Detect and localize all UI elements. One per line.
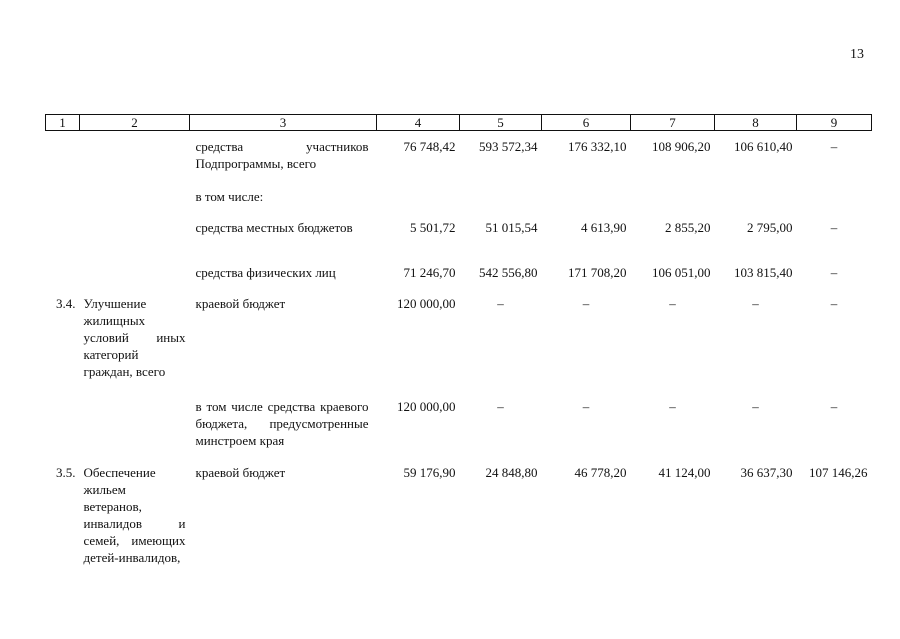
table-row	[46, 257, 872, 288]
value-col-8: 103 815,40	[734, 265, 793, 280]
item-number	[46, 212, 80, 257]
table-row	[46, 181, 872, 212]
value-col-5: 542 556,80	[479, 265, 538, 280]
value-col-4	[377, 181, 460, 212]
value-col-6: 176 332,10	[568, 139, 627, 154]
value-col-8: 2 795,00	[747, 220, 793, 235]
item-number: 3.4.	[56, 296, 76, 311]
value-col-6: 171 708,20	[568, 265, 627, 280]
item-number	[46, 131, 80, 182]
value-col-4: 76 748,42	[403, 139, 456, 154]
value-col-5: 51 015,54	[485, 220, 538, 235]
value-col-7: 41 124,00	[658, 465, 711, 480]
value-col-8: 106 610,40	[734, 139, 793, 154]
value-col-4: 120 000,00	[397, 296, 456, 311]
column-number: 4	[377, 115, 460, 131]
funding-source: средства местных бюджетов	[195, 220, 353, 235]
value-col-9: –	[830, 399, 838, 414]
value-col-7: –	[669, 399, 676, 414]
column-number: 2	[80, 115, 190, 131]
table-row	[46, 131, 872, 182]
funding-source: в том числе:	[195, 189, 264, 204]
value-col-5: 593 572,34	[479, 139, 538, 154]
value-col-4: 59 176,90	[403, 465, 456, 480]
value-col-7	[631, 181, 715, 212]
item-name: Улучшение жилищных условий иных категорий граждан, всего	[83, 296, 186, 379]
value-col-7: 106 051,00	[652, 265, 711, 280]
value-col-6: –	[582, 399, 590, 414]
value-col-9: –	[830, 265, 838, 280]
value-col-9: –	[830, 296, 838, 311]
table-row	[46, 288, 872, 391]
item-name	[80, 131, 190, 182]
item-name	[80, 181, 190, 212]
value-col-8: –	[752, 296, 759, 311]
funding-source: краевой бюджет	[195, 465, 286, 480]
table-row	[46, 212, 872, 257]
value-col-5: –	[497, 296, 504, 311]
value-col-8: 36 637,30	[740, 465, 793, 480]
item-name	[80, 212, 190, 257]
value-col-6	[542, 181, 631, 212]
value-col-8: –	[752, 399, 759, 414]
value-col-5: –	[497, 399, 504, 414]
value-col-9	[797, 181, 872, 212]
value-col-4: 120 000,00	[397, 399, 456, 414]
value-col-7: –	[669, 296, 676, 311]
value-col-6: –	[582, 296, 590, 311]
column-number: 8	[715, 115, 797, 131]
table-row	[46, 457, 872, 566]
value-col-5	[460, 181, 542, 212]
column-number-row	[46, 115, 872, 131]
budget-table	[45, 114, 872, 566]
value-col-7: 108 906,20	[652, 139, 711, 154]
value-col-6: 46 778,20	[574, 465, 627, 480]
page-number: 13	[850, 47, 864, 62]
value-col-8	[715, 181, 797, 212]
value-col-7: 2 855,20	[665, 220, 711, 235]
column-number: 6	[542, 115, 631, 131]
item-number	[46, 257, 80, 288]
table-row	[46, 391, 872, 457]
value-col-4: 5 501,72	[410, 220, 456, 235]
value-col-6: 4 613,90	[581, 220, 627, 235]
funding-source: средства участников Подпрограммы, всего	[195, 139, 369, 171]
column-number: 3	[190, 115, 377, 131]
column-number: 7	[631, 115, 715, 131]
value-col-9: –	[830, 220, 838, 235]
column-number: 1	[46, 115, 80, 131]
column-number: 9	[797, 115, 872, 131]
value-col-5: 24 848,80	[485, 465, 538, 480]
value-col-4: 71 246,70	[403, 265, 456, 280]
value-col-9: –	[830, 139, 838, 154]
item-name: Обеспечение жильем ветеранов, инвалидов и семей, имеющих детей-инвалидов,	[83, 465, 186, 565]
funding-source: средства физических лиц	[195, 265, 336, 280]
value-col-9: 107 146,26	[809, 465, 868, 480]
item-number	[46, 391, 80, 457]
funding-source: краевой бюджет	[195, 296, 286, 311]
item-number: 3.5.	[56, 465, 76, 480]
item-number	[46, 181, 80, 212]
item-name	[80, 257, 190, 288]
column-number: 5	[460, 115, 542, 131]
item-name	[80, 391, 190, 457]
funding-source: в том числе средства краевого бюджета, предусмотренные минстроем края	[195, 399, 369, 448]
